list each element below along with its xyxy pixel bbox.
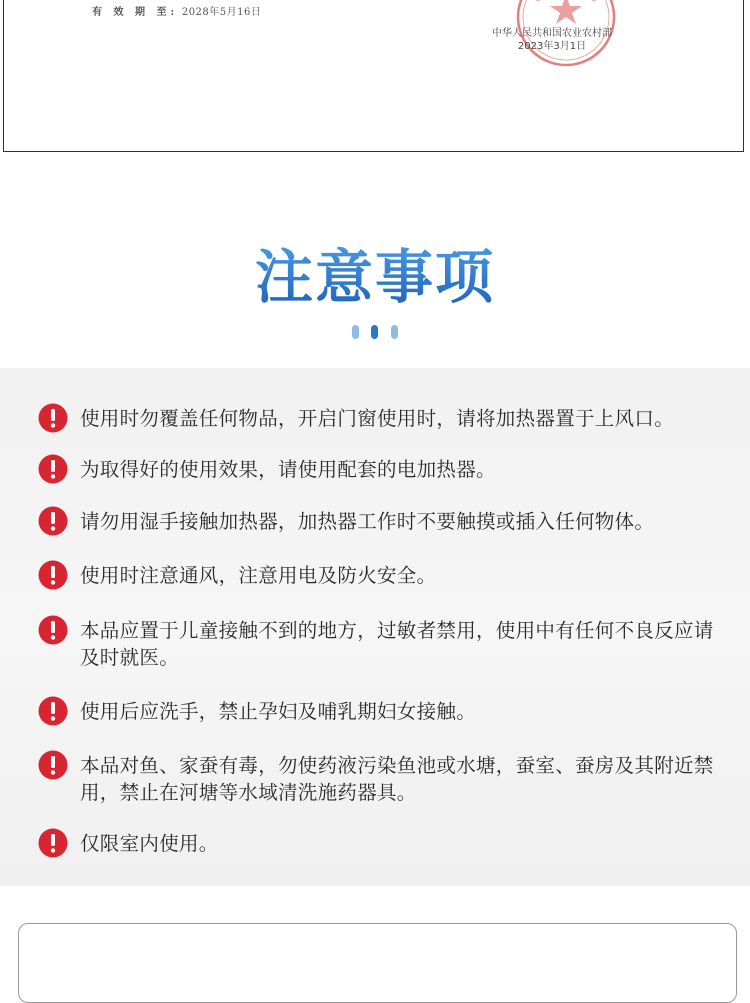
exclamation-icon bbox=[38, 828, 68, 858]
exclamation-icon bbox=[38, 750, 68, 780]
exclamation-icon bbox=[38, 506, 68, 536]
issue-date: 2023年3月1日 bbox=[517, 41, 587, 52]
decoration-dot bbox=[352, 325, 359, 339]
decoration-dot-active bbox=[371, 325, 378, 339]
exclamation-icon bbox=[38, 403, 68, 433]
validity-label: 有 效 期 至: bbox=[92, 7, 179, 18]
exclamation-icon bbox=[38, 696, 68, 726]
section-title: 注意事项 bbox=[0, 242, 750, 312]
note-text: 仅限室内使用。 bbox=[80, 832, 219, 855]
certificate-card bbox=[3, 0, 744, 152]
validity-line bbox=[92, 3, 261, 18]
exclamation-icon bbox=[38, 454, 68, 484]
note-text: 请勿用湿手接触加热器，加热器工作时不要触摸或插入任何物体。 bbox=[80, 510, 655, 533]
notes-panel bbox=[0, 368, 750, 886]
title-decoration-dots bbox=[350, 325, 400, 339]
note-text: 使用后应洗手，禁止孕妇及哺乳期妇女接触。 bbox=[80, 700, 477, 723]
exclamation-icon bbox=[38, 560, 68, 590]
note-text: 为取得好的使用效果，请使用配套的电加热器。 bbox=[80, 458, 496, 481]
note-text: 本品对鱼、家蚕有毒，勿使药液污染鱼池或水塘，蚕室、蚕房及其附近禁用，禁止在河塘等水域清洗施药器具。 bbox=[80, 754, 714, 804]
exclamation-icon bbox=[38, 615, 68, 645]
issuer-name: 中华人民共和国农业农村部 bbox=[492, 28, 612, 39]
note-text: 使用时注意通风，注意用电及防火安全。 bbox=[80, 564, 437, 587]
note-text: 本品应置于儿童接触不到的地方，过敏者禁用，使用中有任何不良反应请及时就医。 bbox=[80, 619, 714, 669]
decoration-dot bbox=[391, 325, 398, 339]
issuer-block bbox=[492, 27, 612, 53]
next-section-card bbox=[18, 923, 737, 1003]
note-text: 使用时勿覆盖任何物品，开启门窗使用时，请将加热器置于上风口。 bbox=[80, 407, 675, 430]
validity-date: 2028年5月16日 bbox=[181, 7, 262, 18]
